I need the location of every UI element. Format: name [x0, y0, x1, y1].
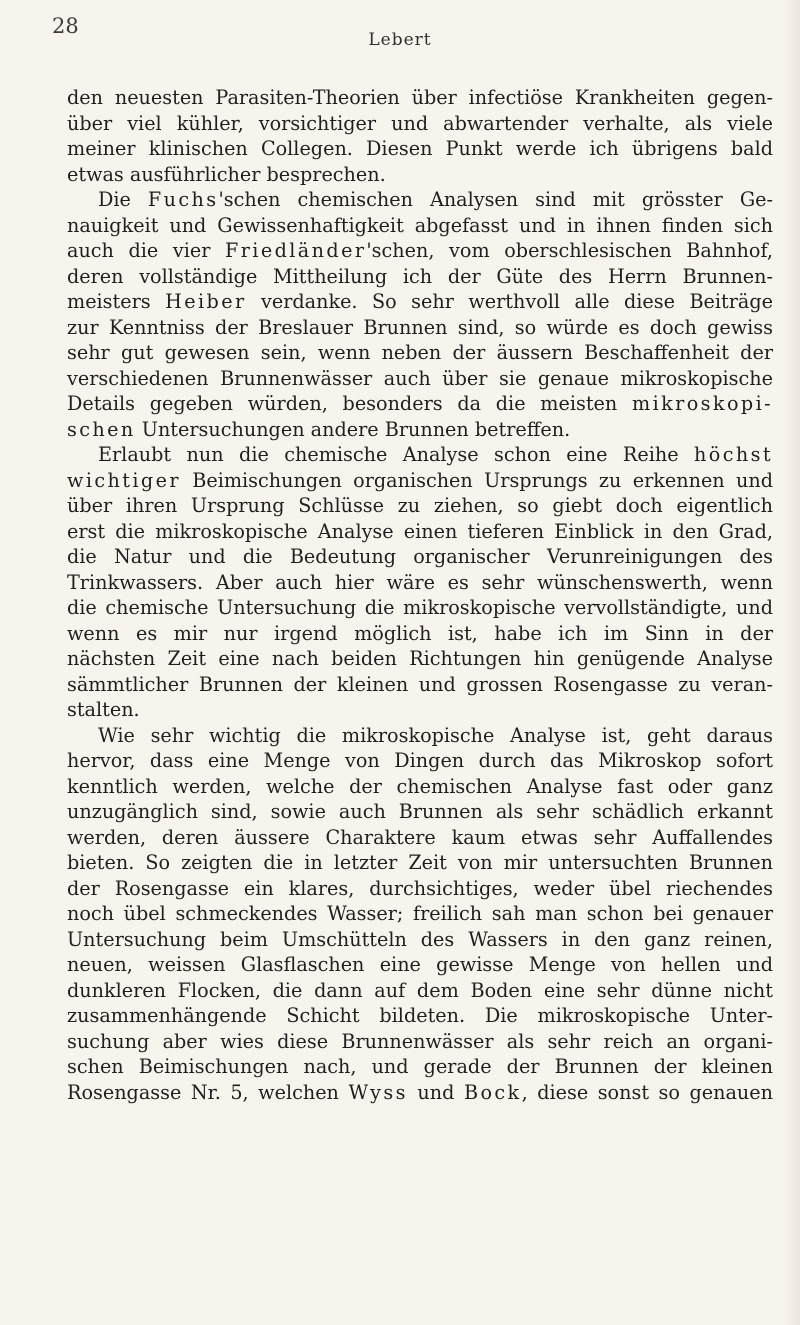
- text-run: etwas ausführlicher besprechen.: [67, 162, 386, 186]
- text-run: über ihren Ursprung Schlüsse zu ziehen, so giebt doch eigentlich: [67, 494, 773, 517]
- text-run: der Rosengasse ein klares, durchsichtiges, weder übel riechendes: [67, 876, 773, 900]
- text-run: zur Kenntniss der Breslauer Brunnen sind, so würde es doch gewiss: [67, 315, 773, 339]
- text-line: [67, 289, 773, 315]
- text-line: [67, 595, 773, 621]
- spaced-word: schen: [67, 417, 136, 441]
- text-line: [67, 85, 773, 111]
- text-run: Trinkwassers. Aber auch hier wäre es sehr wünschenswerth, wenn: [67, 570, 773, 594]
- text-run: auch die vier: [67, 239, 225, 262]
- text-line: [67, 850, 773, 876]
- page-number: 28: [52, 14, 79, 38]
- spaced-word: höchst: [694, 443, 773, 466]
- text-line: [67, 723, 773, 749]
- text-line: [67, 1054, 773, 1080]
- text-line: [67, 442, 773, 468]
- text-line: [67, 748, 773, 774]
- text-run: nauigkeit und Gewissenhaftigkeit abgefasst und in ihnen finden sich: [67, 213, 773, 237]
- text-line: [67, 264, 773, 290]
- text-run: zusammenhängende Schicht bildeten. Die mikroskopische Unter-: [67, 1004, 773, 1027]
- text-run: Untersuchung beim Umschütteln des Wassers in den ganz reinen,: [67, 927, 773, 951]
- text-line: [67, 366, 773, 392]
- text-run: sämmtlicher Brunnen der kleinen und grossen Rosengasse zu veran-: [67, 672, 773, 696]
- text-run: hervor, dass eine Menge von Dingen durch das Mikroskop sofort: [67, 749, 773, 772]
- text-run: Die: [98, 188, 148, 211]
- text-run: 'schen, vom oberschlesischen Bahnhof,: [366, 239, 773, 262]
- text-run: verdanke. So sehr werthvoll alle diese Beiträge: [246, 290, 774, 313]
- text-run: Wie sehr wichtig die mikroskopische Analyse ist, geht daraus: [98, 723, 773, 747]
- text-run: noch übel schmeckendes Wasser; freilich sah man schon bei genauer: [67, 902, 773, 925]
- text-run: suchung aber wies diese Brunnenwässer als sehr reich an organi-: [67, 1029, 773, 1053]
- text-run: neuen, weissen Glasflaschen eine gewisse Menge von hellen und: [67, 953, 773, 976]
- text-line: [67, 111, 773, 137]
- text-line: [67, 978, 773, 1004]
- text-run: stalten.: [67, 698, 140, 721]
- text-line: [67, 136, 773, 162]
- text-run: verschiedenen Brunnenwässer auch über sie genaue mikroskopische: [67, 366, 773, 390]
- text-line: [67, 391, 773, 417]
- spaced-name: Wyss: [348, 1080, 408, 1104]
- spaced-word: wichtiger: [67, 468, 181, 492]
- text-line: [67, 901, 773, 927]
- text-run: schen Beimischungen nach, und gerade der Brunnen der kleinen: [67, 1055, 773, 1078]
- text-line: [67, 1003, 773, 1029]
- text-run: werden, deren äussere Charaktere kaum etwas sehr Auffallendes: [67, 825, 773, 849]
- text-line: [67, 774, 773, 800]
- text-run: meiner klinischen Collegen. Diesen Punkt werde ich übrigens bald: [67, 137, 773, 160]
- text-line: [67, 238, 773, 264]
- text-run: erst die mikroskopische Analyse einen tieferen Einblick in den Grad,: [67, 519, 773, 543]
- text-line: [67, 621, 773, 647]
- text-line: [67, 544, 773, 570]
- text-run: unzugänglich sind, sowie auch Brunnen als sehr schädlich erkannt: [67, 800, 773, 823]
- spaced-name: Heiber: [165, 290, 247, 313]
- text-line: [67, 646, 773, 672]
- text-line: [67, 187, 773, 213]
- text-line: [67, 493, 773, 519]
- text-line: [67, 876, 773, 902]
- text-line: [67, 213, 773, 239]
- text-run: kenntlich werden, welche der chemischen Analyse fast oder ganz: [67, 774, 773, 798]
- text-line: [67, 468, 773, 494]
- text-run: bieten. So zeigten die in letzter Zeit von mir untersuchten Brunnen: [67, 851, 773, 874]
- text-run: die chemische Untersuchung die mikroskopische vervollständigte, und: [67, 596, 773, 619]
- spaced-word: mikroskopi-: [631, 392, 773, 415]
- text-run: die Natur und die Bedeutung organischer Verunreinigungen des: [67, 545, 773, 568]
- spaced-name: Fuchs: [147, 188, 219, 211]
- text-line: [67, 1029, 773, 1055]
- text-run: nächsten Zeit eine nach beiden Richtungen hin genügende Analyse: [67, 647, 773, 670]
- text-run: den neuesten Parasiten-Theorien über infectiöse Krankheiten gegen-: [67, 86, 773, 109]
- text-line: [67, 315, 773, 341]
- text-line: [67, 927, 773, 953]
- text-run: Details gegeben würden, besonders da die meisten: [67, 392, 632, 415]
- text-run: über viel kühler, vorsichtiger und abwartender verhalte, als viele: [67, 111, 773, 135]
- text-line: [67, 799, 773, 825]
- text-run: Erlaubt nun die chemische Analyse schon eine Reihe: [98, 443, 695, 466]
- text-run: sehr gut gewesen sein, wenn neben der äussern Beschaffenheit der: [67, 341, 773, 364]
- running-head: Lebert: [368, 30, 432, 50]
- text-line: [67, 1080, 773, 1106]
- text-run: und: [407, 1080, 464, 1104]
- text-line: [67, 340, 773, 366]
- text-run: Untersuchungen andere Brunnen betreffen.: [135, 417, 571, 441]
- text-run: 'schen chemischen Analysen sind mit grösster Ge-: [218, 188, 773, 211]
- text-line: [67, 570, 773, 596]
- text-run: wenn es mir nur irgend möglich ist, habe ich im Sinn in der: [67, 621, 773, 645]
- body-text: [67, 85, 773, 1105]
- spaced-name: Bock: [463, 1080, 522, 1104]
- text-run: Beimischungen organischen Ursprungs zu erkennen und: [180, 468, 773, 492]
- text-line: [67, 417, 773, 443]
- text-line: [67, 162, 773, 188]
- text-run: dunkleren Flocken, die dann auf dem Boden eine sehr dünne nicht: [67, 978, 773, 1002]
- text-line: [67, 952, 773, 978]
- text-run: deren vollständige Mittheilung ich der Güte des Herrn Brunnen-: [67, 264, 773, 288]
- text-run: meisters: [67, 290, 166, 313]
- text-line: [67, 825, 773, 851]
- text-line: [67, 672, 773, 698]
- text-run: , diese sonst so genauen: [521, 1080, 773, 1104]
- text-line: [67, 697, 773, 723]
- text-line: [67, 519, 773, 545]
- text-run: Rosengasse Nr. 5, welchen: [67, 1080, 349, 1104]
- spaced-name: Friedländer: [225, 239, 367, 262]
